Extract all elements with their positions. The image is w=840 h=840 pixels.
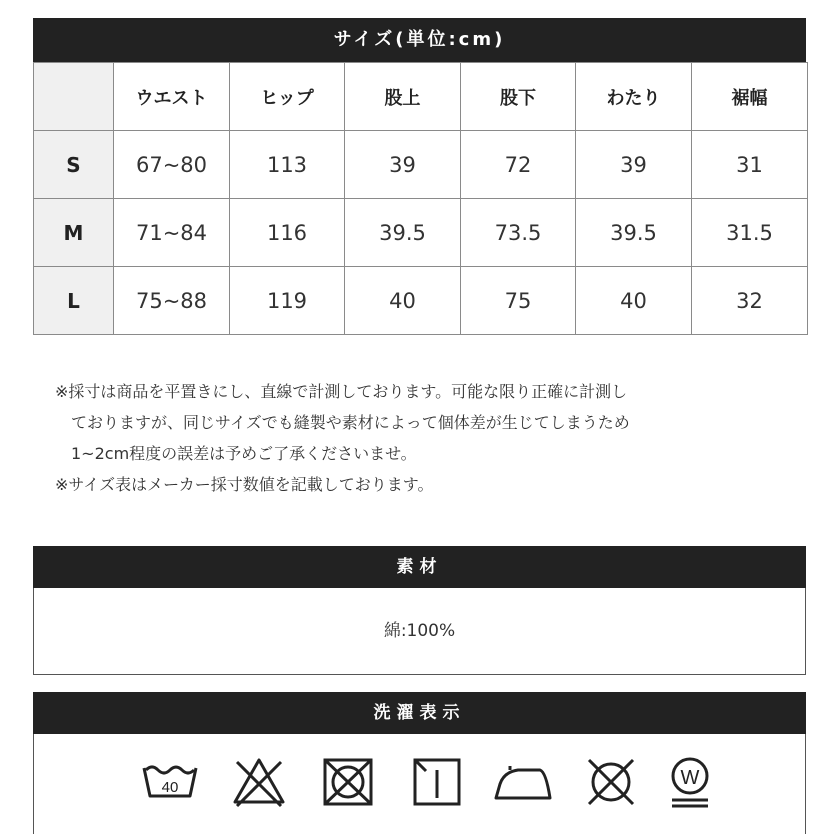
- note-line: ※サイズ表はメーカー採寸数値を記載しております。: [55, 475, 434, 494]
- measurement-notes: [55, 376, 815, 500]
- table-cell: 73.5: [461, 199, 576, 267]
- size-label: L: [34, 267, 114, 335]
- size-table: [33, 62, 808, 335]
- wet-clean-gentle-icon: [658, 748, 722, 814]
- table-cell: 32: [692, 267, 808, 335]
- wash-40-icon: [138, 748, 202, 814]
- table-row: [34, 199, 808, 267]
- table-cell: 119: [230, 267, 345, 335]
- column-header-hip: ヒップ: [230, 63, 345, 131]
- size-table-header-row: [34, 63, 808, 131]
- size-label: M: [34, 199, 114, 267]
- size-section-title: サイズ(単位:cm): [33, 18, 806, 62]
- table-cell: 116: [230, 199, 345, 267]
- table-cell: 31: [692, 131, 808, 199]
- no-bleach-icon: [227, 748, 291, 814]
- wash-temperature-label: 40: [161, 779, 179, 796]
- table-cell: 71~84: [114, 199, 230, 267]
- wet-clean-label: W: [680, 767, 700, 789]
- no-tumble-dry-icon: [316, 748, 380, 814]
- note-line: 1~2cm程度の誤差は予めご了承くださいませ。: [71, 444, 417, 463]
- line-dry-shade-icon: [405, 748, 469, 814]
- column-header-inseam: 股下: [461, 63, 576, 131]
- iron-medium-icon: [492, 748, 556, 814]
- table-cell: 75~88: [114, 267, 230, 335]
- care-section-title: 洗濯表示: [33, 692, 806, 734]
- table-cell: 39.5: [576, 199, 692, 267]
- table-cell: 39.5: [345, 199, 461, 267]
- table-cell: 67~80: [114, 131, 230, 199]
- material-content: 綿:100%: [33, 588, 806, 675]
- column-header-thigh: わたり: [576, 63, 692, 131]
- column-header-waist: ウエスト: [114, 63, 230, 131]
- table-row: [34, 131, 808, 199]
- size-label: S: [34, 131, 114, 199]
- table-corner-cell: [34, 63, 114, 131]
- note-line: ておりますが、同じサイズでも縫製や素材によって個体差が生じてしまうため: [71, 413, 630, 432]
- note-line: ※採寸は商品を平置きにし、直線で計測しております。可能な限り正確に計測し: [55, 382, 628, 401]
- table-cell: 75: [461, 267, 576, 335]
- table-cell: 40: [345, 267, 461, 335]
- table-cell: 113: [230, 131, 345, 199]
- material-section-title: 素材: [33, 546, 806, 588]
- table-cell: 72: [461, 131, 576, 199]
- table-row: [34, 267, 808, 335]
- no-dry-clean-icon: [579, 748, 643, 814]
- care-icons-row: [33, 734, 806, 834]
- column-header-rise: 股上: [345, 63, 461, 131]
- table-cell: 31.5: [692, 199, 808, 267]
- column-header-hem-width: 裾幅: [692, 63, 808, 131]
- table-cell: 39: [345, 131, 461, 199]
- table-cell: 40: [576, 267, 692, 335]
- table-cell: 39: [576, 131, 692, 199]
